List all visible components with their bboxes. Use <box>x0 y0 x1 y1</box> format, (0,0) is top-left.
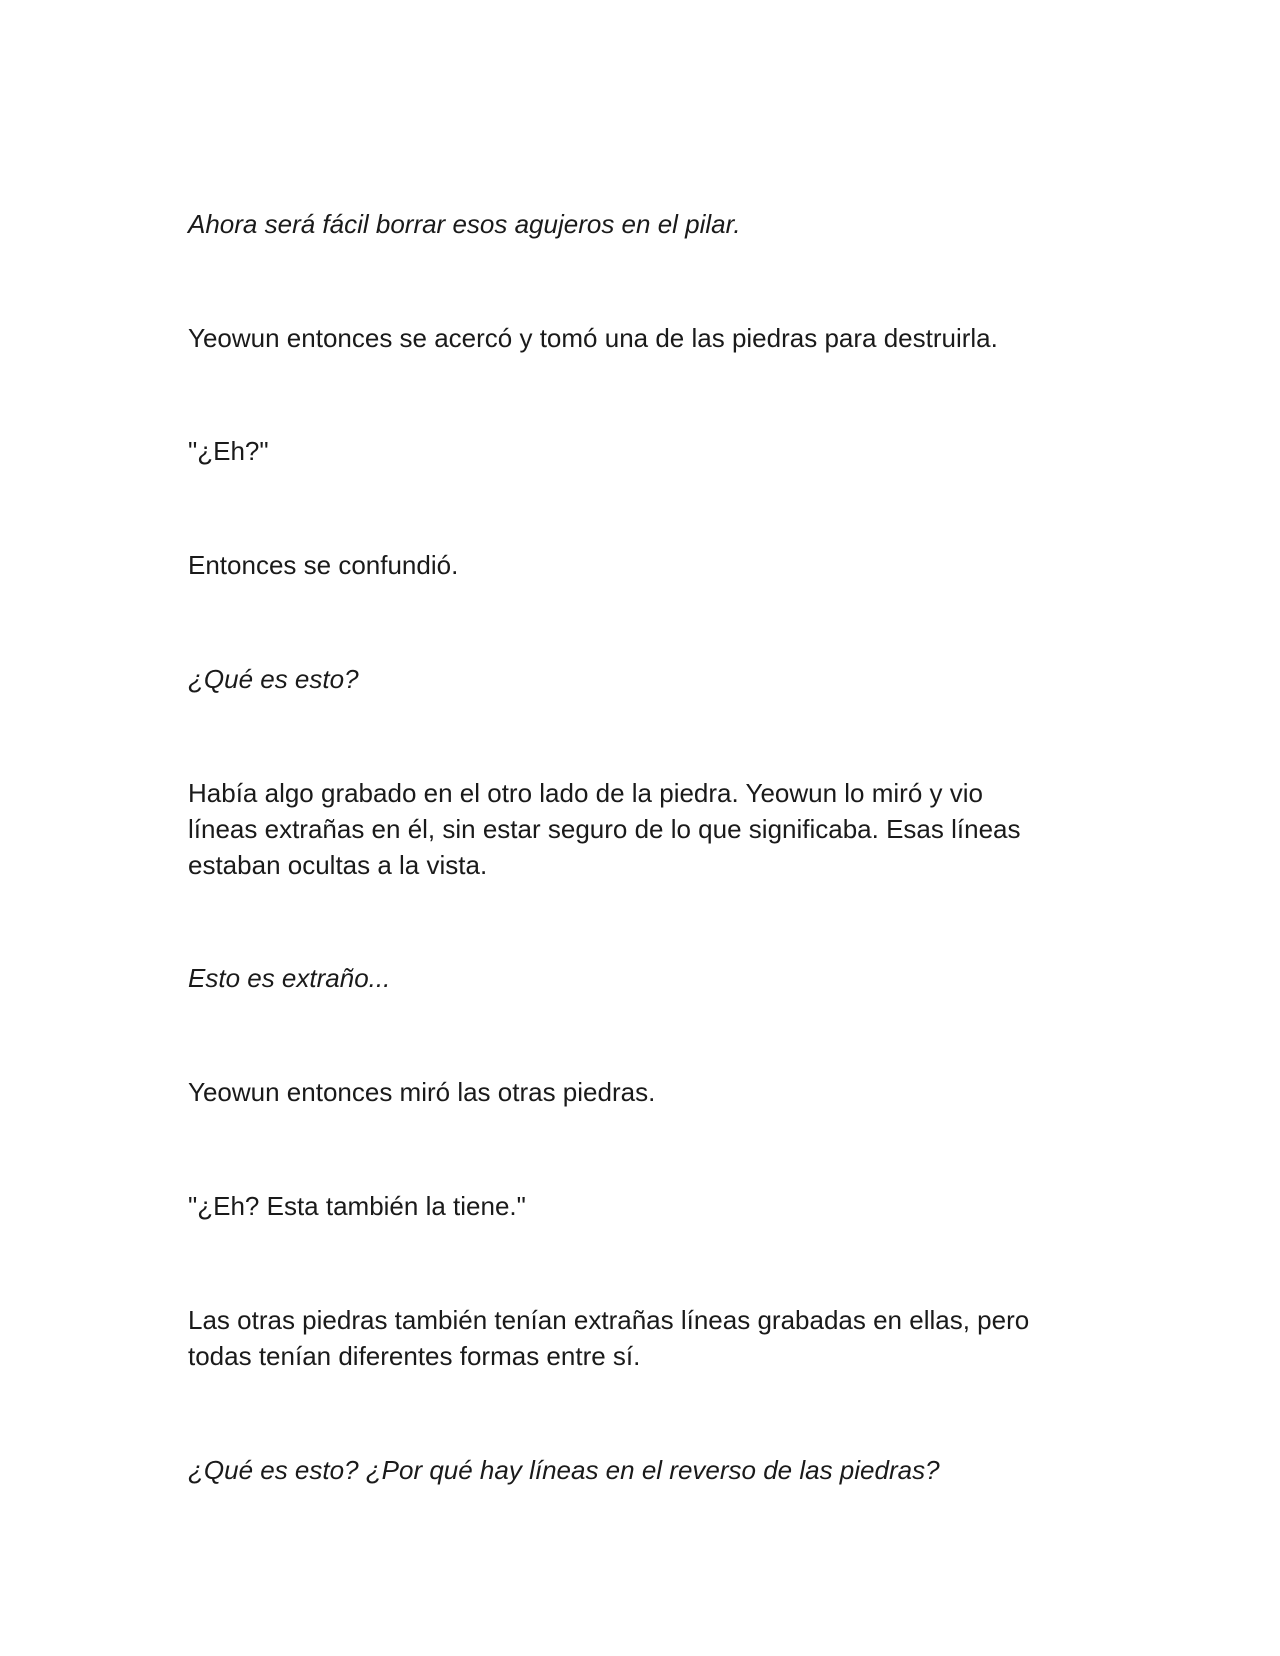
paragraph-6: Había algo grabado en el otro lado de la piedra. Yeowun lo miró y vio líneas extrañas en él, sin estar seguro de lo que significaba. Esas líneas estaban ocultas a la vista. <box>188 778 1021 880</box>
paragraph-4: Entonces se confundió. <box>188 550 459 580</box>
paragraph-11: ¿Qué es esto? ¿Por qué hay líneas en el reverso de las piedras? <box>188 1455 940 1485</box>
paragraph-10: Las otras piedras también tenían extrañas líneas grabadas en ellas, pero todas tenían diferentes formas entre sí. <box>188 1305 1030 1371</box>
paragraph-9: "¿Eh? Esta también la tiene." <box>188 1191 526 1221</box>
paragraph-3: "¿Eh?" <box>188 436 269 466</box>
paragraph-7: Esto es extraño... <box>188 963 391 993</box>
paragraph-5: ¿Qué es esto? <box>188 664 359 694</box>
paragraph-1: Ahora será fácil borrar esos agujeros en el pilar. <box>188 209 741 239</box>
paragraph-2: Yeowun entonces se acercó y tomó una de las piedras para destruirla. <box>188 323 998 353</box>
paragraph-8: Yeowun entonces miró las otras piedras. <box>188 1077 656 1107</box>
